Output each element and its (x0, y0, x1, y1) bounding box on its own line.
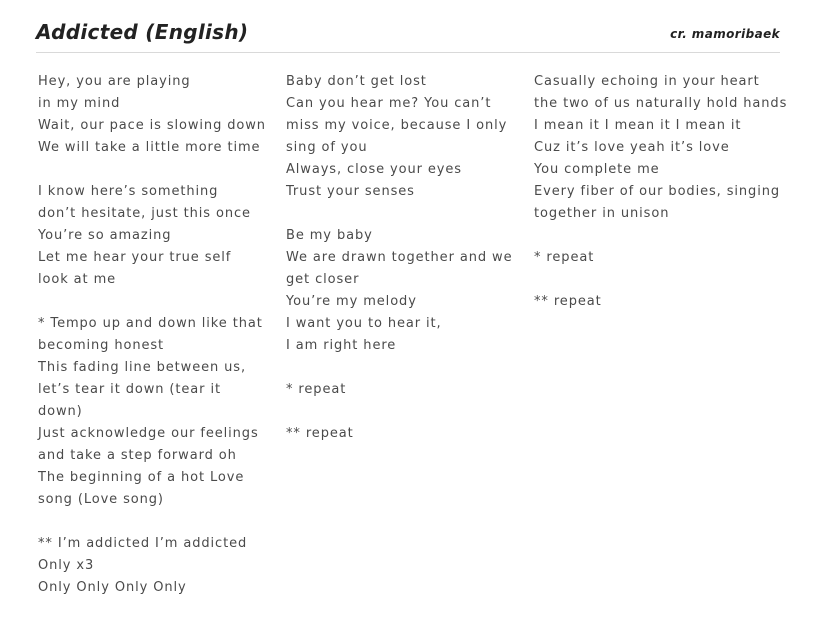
lyric-line: get closer (286, 272, 360, 287)
lyric-line: You complete me (534, 162, 660, 177)
lyric-line: down) (38, 404, 83, 419)
lyric-line: We are drawn together and we (286, 250, 513, 265)
lyric-line: becoming honest (38, 338, 165, 353)
stanza-break (534, 225, 774, 247)
lyric-line: song (Love song) (38, 492, 164, 507)
lyric-line: I want you to hear it, (286, 316, 442, 331)
lyric-line: sing of you (286, 140, 368, 155)
lyric-line: This fading line between us, (38, 360, 247, 375)
stanza-break (38, 511, 270, 533)
lyric-line: You’re so amazing (38, 228, 172, 243)
lyric-line: Trust your senses (286, 184, 415, 199)
lyric-line: * repeat (534, 250, 595, 265)
lyric-line: let’s tear it down (tear it (38, 382, 221, 397)
credit-text: cr. mamoribaek (670, 27, 780, 41)
lyric-line: The beginning of a hot Love (38, 470, 245, 485)
lyric-line: Just acknowledge our feelings (38, 426, 259, 441)
lyric-line: I know here’s something (38, 184, 219, 199)
lyric-line: ** repeat (286, 426, 354, 441)
lyric-line: Hey, you are playing (38, 74, 191, 89)
lyric-line: I am right here (286, 338, 397, 353)
page-title: Addicted (English) (36, 20, 249, 44)
lyric-line: * Tempo up and down like that (38, 316, 263, 331)
lyric-line: Only x3 (38, 558, 95, 573)
lyric-line: Be my baby (286, 228, 373, 243)
stanza-break (286, 401, 518, 423)
page-header (36, 18, 780, 53)
stanza-break (286, 357, 518, 379)
lyric-line: We will take a little more time (38, 140, 261, 155)
lyrics-column-3 (534, 71, 788, 313)
lyric-line: Can you hear me? You can’t (286, 96, 492, 111)
lyric-line: Wait, our pace is slowing down (38, 118, 266, 133)
stanza-break (286, 203, 518, 225)
lyric-line: You’re my melody (286, 294, 417, 309)
lyric-line: Casually echoing in your heart (534, 74, 760, 89)
stanza-break (534, 269, 774, 291)
lyric-line: look at me (38, 272, 117, 287)
stanza-break (38, 291, 270, 313)
lyric-line: * repeat (286, 382, 347, 397)
lyric-line: don’t hesitate, just this once (38, 206, 251, 221)
lyric-line: miss my voice, because I only (286, 118, 508, 133)
lyric-line: ** I’m addicted I’m addicted (38, 536, 248, 551)
lyric-line: Always, close your eyes (286, 162, 462, 177)
lyric-line: Only Only Only Only (38, 580, 187, 595)
lyrics-column-1 (38, 71, 270, 599)
lyric-line: the two of us naturally hold hands (534, 96, 788, 111)
lyric-line: I mean it I mean it I mean it (534, 118, 742, 133)
lyric-line: and take a step forward oh (38, 448, 237, 463)
lyric-line: together in unison (534, 206, 670, 221)
lyric-line: Every fiber of our bodies, singing (534, 184, 781, 199)
lyric-line: Cuz it’s love yeah it’s love (534, 140, 730, 155)
lyric-line: Let me hear your true self (38, 250, 232, 265)
lyric-line: ** repeat (534, 294, 602, 309)
lyric-line: Baby don’t get lost (286, 74, 427, 89)
lyric-line: in my mind (38, 96, 121, 111)
stanza-break (38, 159, 270, 181)
lyrics-column-2 (286, 71, 518, 445)
